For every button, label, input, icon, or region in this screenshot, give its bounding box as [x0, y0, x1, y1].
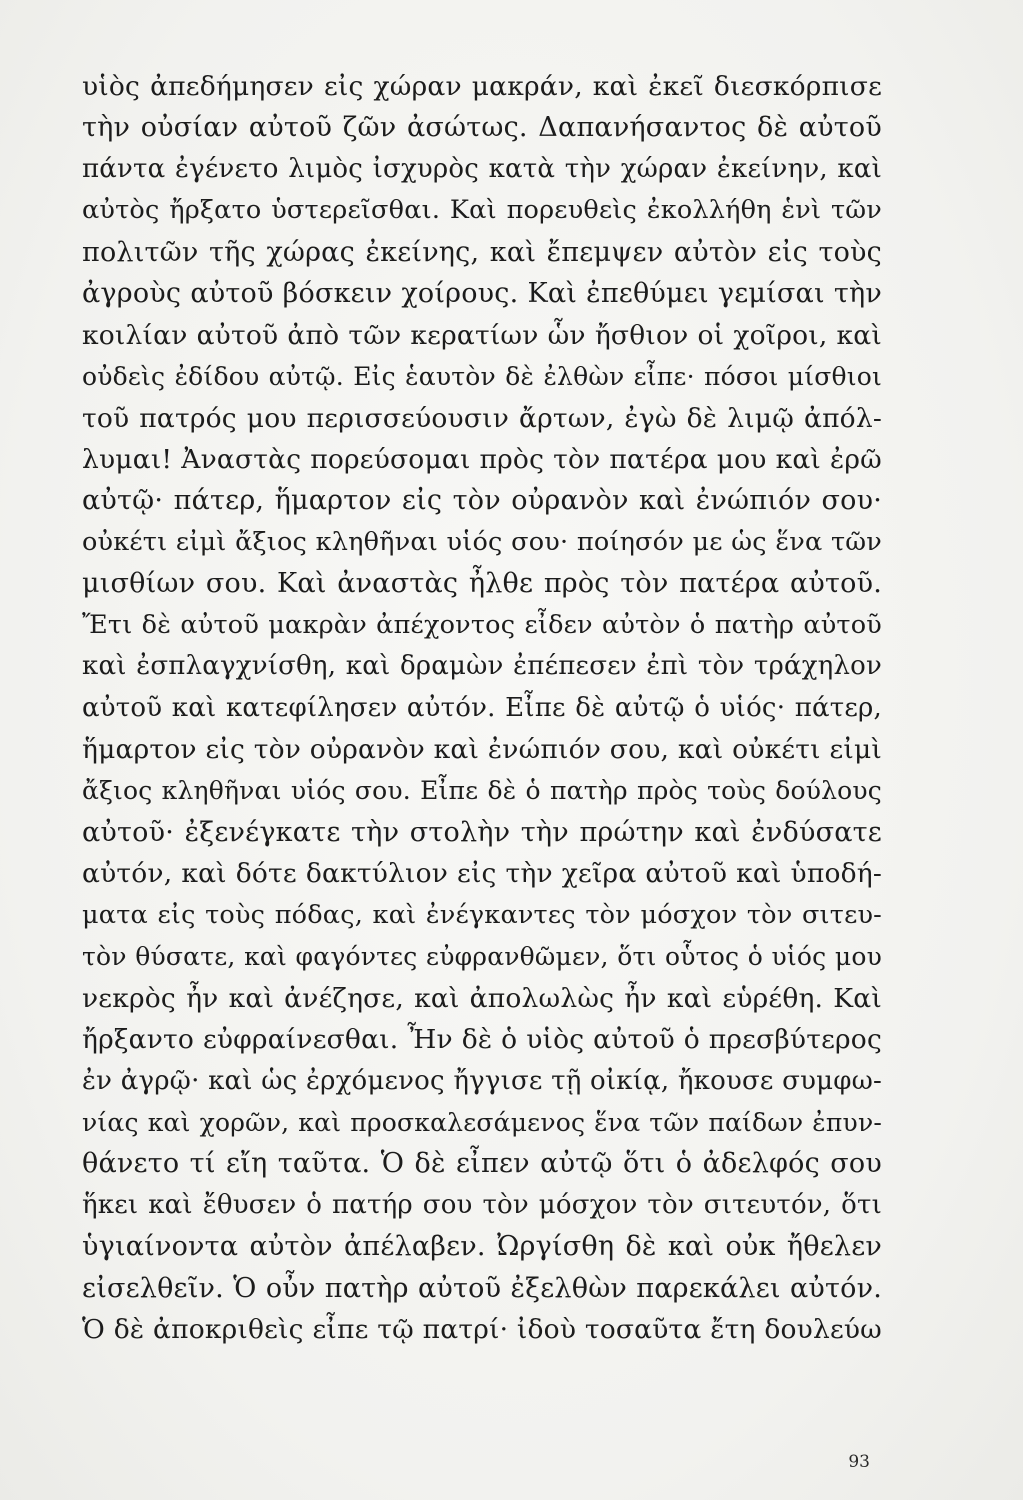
text-line: αὐτὸς ἤρξατο ὑστερεῖσθαι. Καὶ πορευθεὶς ἐκολλήθη ἑνὶ τῶν — [82, 195, 882, 226]
text-line: αὐτῷ· πάτερ, ἥμαρτον εἰς τὸν οὐρανὸν καὶ ἐνώπιόν σου· — [82, 485, 882, 517]
text-line: αὐτοῦ καὶ κατεφίλησεν αὐτόν. Εἶπε δὲ αὐτῷ ὁ υἱός· πάτερ, — [82, 692, 882, 723]
text-line: υἱὸς ἀπεδήμησεν εἰς χώραν μακράν, καὶ ἐκεῖ διεσκόρπισε — [82, 71, 882, 102]
text-line: ἥμαρτον εἰς τὸν οὐρανὸν καὶ ἐνώπιόν σου, καὶ οὐκέτι εἰμὶ — [82, 734, 882, 765]
text-line: Ὁ δὲ ἀποκριθεὶς εἶπε τῷ πατρί· ἰδοὺ τοσαῦτα ἔτη δουλεύω — [82, 1314, 882, 1346]
text-line: τὸν θύσατε, καὶ φαγόντες εὐφρανθῶμεν, ὅτι οὗτος ὁ υἱός μου — [82, 942, 882, 972]
text-line: πάντα ἐγένετο λιμὸς ἰσχυρὸς κατὰ τὴν χώραν ἐκείνην, καὶ — [82, 153, 882, 184]
text-line: λυμαι! Ἀναστὰς πορεύσομαι πρὸς τὸν πατέρα μου καὶ ἐρῶ — [82, 443, 882, 475]
text-line: μισθίων σου. Καὶ ἀναστὰς ἦλθε πρὸς τὸν πατέρα αὐτοῦ. — [82, 568, 882, 600]
text-line: αὐτόν, καὶ δότε δακτύλιον εἰς τὴν χεῖρα αὐτοῦ καὶ ὑποδή- — [82, 858, 882, 890]
text-line: πολιτῶν τῆς χώρας ἐκείνης, καὶ ἔπεμψεν αὐτὸν εἰς τοὺς — [82, 236, 882, 268]
text-line: ἀγροὺς αὐτοῦ βόσκειν χοίρους. Καὶ ἐπεθύμει γεμίσαι τὴν — [82, 278, 882, 310]
text-line: εἰσελθεῖν. Ὁ οὖν πατὴρ αὐτοῦ ἐξελθὼν παρεκάλει αὐτόν. — [82, 1272, 882, 1304]
text-line: οὐδεὶς ἐδίδου αὐτῷ. Εἰς ἑαυτὸν δὲ ἐλθὼν εἶπε· πόσοι μίσθιοι — [82, 362, 882, 392]
text-line: ἐν ἀγρῷ· καὶ ὡς ἐρχόμενος ἤγγισε τῇ οἰκίᾳ, ἤκουσε συμφω- — [82, 1065, 882, 1096]
text-line: οὐκέτι εἰμὶ ἄξιος κληθῆναι υἱός σου· ποίησόν με ὡς ἕνα τῶν — [82, 526, 882, 557]
text-line: ματα εἰς τοὺς πόδας, καὶ ἐνέγκαντες τὸν μόσχον τὸν σιτευ- — [82, 899, 882, 930]
text-line: κοιλίαν αὐτοῦ ἀπὸ τῶν κερατίων ὧν ἤσθιον οἱ χοῖροι, καὶ — [82, 319, 882, 351]
text-line: νίας καὶ χορῶν, καὶ προσκαλεσάμενος ἕνα τῶν παίδων ἐπυν- — [82, 1107, 882, 1137]
text-line: Ἔτι δὲ αὐτοῦ μακρὰν ἀπέχοντος εἶδεν αὐτὸν ὁ πατὴρ αὐτοῦ — [82, 609, 882, 640]
text-line: ἤρξαντο εὐφραίνεσθαι. Ἦν δὲ ὁ υἱὸς αὐτοῦ ὁ πρεσβύτερος — [82, 1024, 882, 1056]
text-line: θάνετο τί εἴη ταῦτα. Ὁ δὲ εἶπεν αὐτῷ ὅτι ὁ ἀδελφός σου — [82, 1148, 882, 1180]
text-line: ἄξιος κληθῆναι υἱός σου. Εἶπε δὲ ὁ πατὴρ πρὸς τοὺς δούλους — [82, 776, 882, 806]
text-line: ἥκει καὶ ἔθυσεν ὁ πατήρ σου τὸν μόσχον τὸν σιτευτόν, ὅτι — [82, 1189, 882, 1220]
text-line: τοῦ πατρός μου περισσεύουσιν ἄρτων, ἐγὼ δὲ λιμῷ ἀπόλ- — [82, 402, 882, 434]
text-line: αὐτοῦ· ἐξενέγκατε τὴν στολὴν τὴν πρώτην καὶ ἐνδύσατε — [82, 816, 882, 848]
text-line: ὑγιαίνοντα αὐτὸν ἀπέλαβεν. Ὠργίσθη δὲ καὶ οὐκ ἤθελεν — [82, 1231, 882, 1263]
text-line: τὴν οὐσίαν αὐτοῦ ζῶν ἀσώτως. Δαπανήσαντος δὲ αὐτοῦ — [82, 112, 882, 144]
body-text — [82, 66, 882, 1351]
page-number: 93 — [848, 1452, 870, 1472]
text-line: νεκρὸς ἦν καὶ ἀνέζησε, καὶ ἀπολωλὼς ἦν καὶ εὑρέθη. Καὶ — [82, 982, 882, 1014]
text-line: καὶ ἐσπλαγχνίσθη, καὶ δραμὼν ἐπέπεσεν ἐπὶ τὸν τράχηλον — [82, 651, 882, 682]
